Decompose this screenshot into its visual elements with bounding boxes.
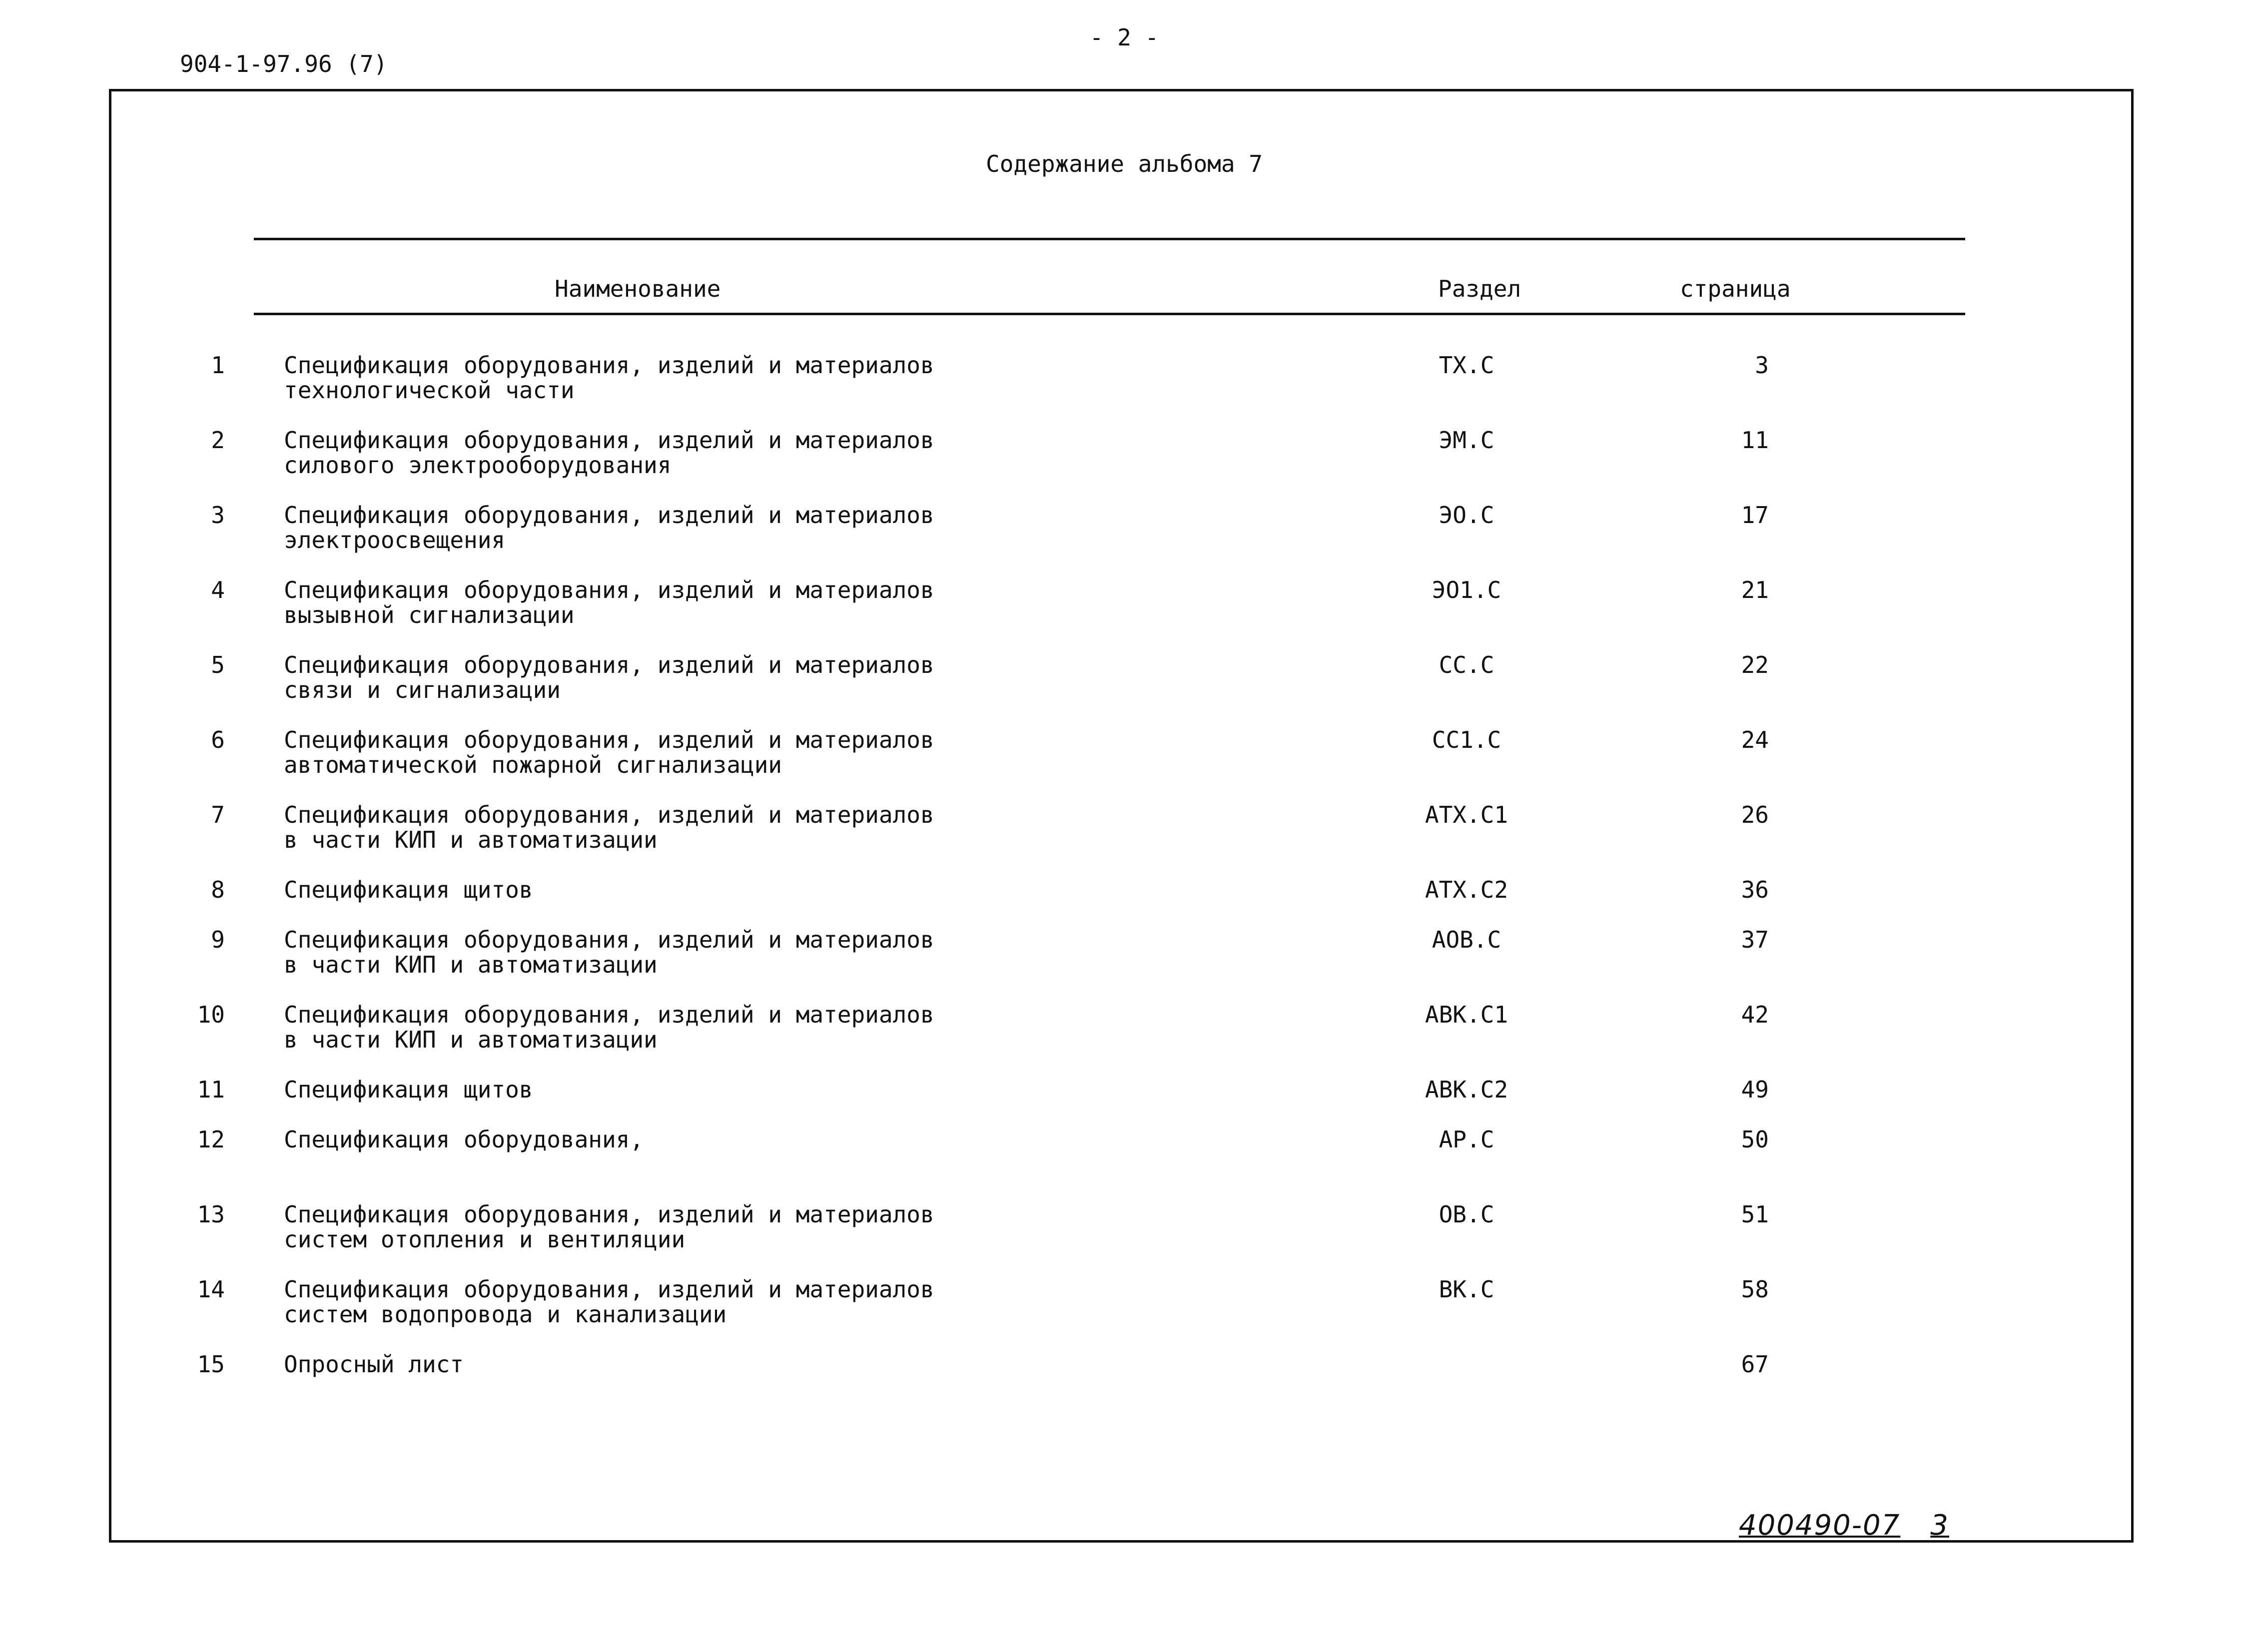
row-title-line1: Опросный лист xyxy=(284,1351,464,1378)
table-row xyxy=(0,802,2242,857)
row-page: 11 xyxy=(1741,427,1769,454)
row-title xyxy=(284,1127,1383,1152)
row-title-line1: Спецификация оборудования, xyxy=(284,1126,644,1153)
row-page: 37 xyxy=(1741,926,1769,953)
row-page: 17 xyxy=(1741,502,1769,529)
row-section: АР.С xyxy=(1439,1126,1495,1153)
row-title xyxy=(284,428,1383,478)
row-title-line1: Спецификация оборудования, изделий и материалов xyxy=(284,1201,934,1228)
row-section: ЭО.С xyxy=(1439,502,1495,529)
table-row xyxy=(0,1202,2242,1257)
row-title xyxy=(284,877,1383,902)
row-page: 24 xyxy=(1741,726,1769,753)
row-title-line2: автоматической пожарной сигнализации xyxy=(284,751,782,778)
table-row xyxy=(0,877,2242,932)
row-page: 50 xyxy=(1741,1126,1769,1153)
table-row xyxy=(0,353,2242,408)
row-title-line2: в части КИП и автоматизации xyxy=(284,951,658,978)
table-row xyxy=(0,577,2242,632)
row-title xyxy=(284,802,1383,852)
row-title-line1: Спецификация оборудования, изделий и материалов xyxy=(284,352,934,379)
row-title-line1: Спецификация оборудования, изделий и материалов xyxy=(284,926,934,953)
row-title-line1: Спецификация оборудования, изделий и материалов xyxy=(284,726,934,753)
archive-stamp-code: 400490-07 xyxy=(1739,1509,1901,1542)
archive-stamp-sheet: 3 xyxy=(1930,1509,1949,1542)
row-number: 2 xyxy=(211,427,225,454)
content-title: Содержание альбома 7 xyxy=(986,150,1263,177)
row-number: 3 xyxy=(211,502,225,529)
row-number: 11 xyxy=(197,1076,225,1103)
row-title-line2: в части КИП и автоматизации xyxy=(284,1026,658,1053)
row-number: 4 xyxy=(211,576,225,603)
row-title-line2: систем водопровода и канализации xyxy=(284,1301,727,1328)
row-title-line2: связи и сигнализации xyxy=(284,676,561,703)
row-section: ЭМ.С xyxy=(1439,427,1495,454)
row-title-line1: Спецификация щитов xyxy=(284,876,533,903)
row-title xyxy=(284,727,1383,777)
document-code: 904-1-97.96 (7) xyxy=(180,50,388,77)
row-section: АОВ.С xyxy=(1432,926,1501,953)
row-number: 7 xyxy=(211,801,225,828)
row-title xyxy=(284,1077,1383,1102)
row-number: 10 xyxy=(197,1001,225,1028)
row-title-line1: Спецификация оборудования, изделий и материалов xyxy=(284,801,934,828)
row-number: 13 xyxy=(197,1201,225,1228)
row-title xyxy=(284,652,1383,702)
row-number: 1 xyxy=(211,352,225,379)
row-section: ОВ.С xyxy=(1439,1201,1495,1228)
row-section: АТХ.С1 xyxy=(1425,801,1508,828)
page-number: - 2 - xyxy=(1089,24,1159,51)
table-row xyxy=(0,1352,2242,1407)
column-header-section: Раздел xyxy=(1438,275,1521,302)
row-title-line2: электроосвещения xyxy=(284,527,506,553)
row-title-line2: систем отопления и вентиляции xyxy=(284,1226,686,1253)
row-title-line2: технологической части xyxy=(284,377,575,404)
row-page: 42 xyxy=(1741,1001,1769,1028)
row-section: АВК.С1 xyxy=(1425,1001,1508,1028)
row-page: 49 xyxy=(1741,1076,1769,1103)
row-number: 5 xyxy=(211,651,225,678)
row-title xyxy=(284,1352,1383,1377)
row-title xyxy=(284,353,1383,403)
row-title xyxy=(284,577,1383,627)
row-page: 58 xyxy=(1741,1276,1769,1303)
row-title-line2: вызывной сигнализации xyxy=(284,601,575,628)
row-page: 22 xyxy=(1741,651,1769,678)
row-section: ВК.С xyxy=(1439,1276,1495,1303)
row-title-line2: силового электрооборудования xyxy=(284,452,672,479)
row-number: 8 xyxy=(211,876,225,903)
table-row xyxy=(0,1127,2242,1182)
row-title-line1: Спецификация оборудования, изделий и материалов xyxy=(284,1001,934,1028)
table-row xyxy=(0,503,2242,557)
row-page: 67 xyxy=(1741,1351,1769,1378)
row-number: 12 xyxy=(197,1126,225,1153)
table-row xyxy=(0,927,2242,982)
row-number: 15 xyxy=(197,1351,225,1378)
row-section: ЭО1.С xyxy=(1432,576,1501,603)
table-row xyxy=(0,1002,2242,1057)
table-row xyxy=(0,727,2242,782)
row-title-line1: Спецификация оборудования, изделий и материалов xyxy=(284,1276,934,1303)
row-title xyxy=(284,1202,1383,1252)
row-page: 21 xyxy=(1741,576,1769,603)
row-title-line2: в части КИП и автоматизации xyxy=(284,826,658,853)
row-section: ТХ.С xyxy=(1439,352,1495,379)
table-row xyxy=(0,652,2242,707)
row-page: 26 xyxy=(1741,801,1769,828)
archive-stamp xyxy=(1739,1510,1949,1542)
row-page: 36 xyxy=(1741,876,1769,903)
row-title-line1: Спецификация оборудования, изделий и материалов xyxy=(284,576,934,603)
table-row xyxy=(0,428,2242,483)
row-title-line1: Спецификация щитов xyxy=(284,1076,533,1103)
row-number: 14 xyxy=(197,1276,225,1303)
column-header-name: Наименование xyxy=(555,275,721,302)
row-title xyxy=(284,927,1383,977)
row-number: 9 xyxy=(211,926,225,953)
row-number: 6 xyxy=(211,726,225,753)
row-title xyxy=(284,503,1383,552)
row-section: АТХ.С2 xyxy=(1425,876,1508,903)
row-title xyxy=(284,1277,1383,1327)
row-title xyxy=(284,1002,1383,1052)
row-page: 3 xyxy=(1755,352,1769,379)
column-header-page: страница xyxy=(1680,275,1791,302)
table-row xyxy=(0,1277,2242,1332)
row-title-line1: Спецификация оборудования, изделий и материалов xyxy=(284,427,934,454)
row-section: АВК.С2 xyxy=(1425,1076,1508,1103)
table-row xyxy=(0,1077,2242,1132)
row-title-line1: Спецификация оборудования, изделий и материалов xyxy=(284,651,934,678)
row-title-line1: Спецификация оборудования, изделий и материалов xyxy=(284,502,934,529)
row-section: СС.С xyxy=(1439,651,1495,678)
row-section: СС1.С xyxy=(1432,726,1501,753)
row-page: 51 xyxy=(1741,1201,1769,1228)
